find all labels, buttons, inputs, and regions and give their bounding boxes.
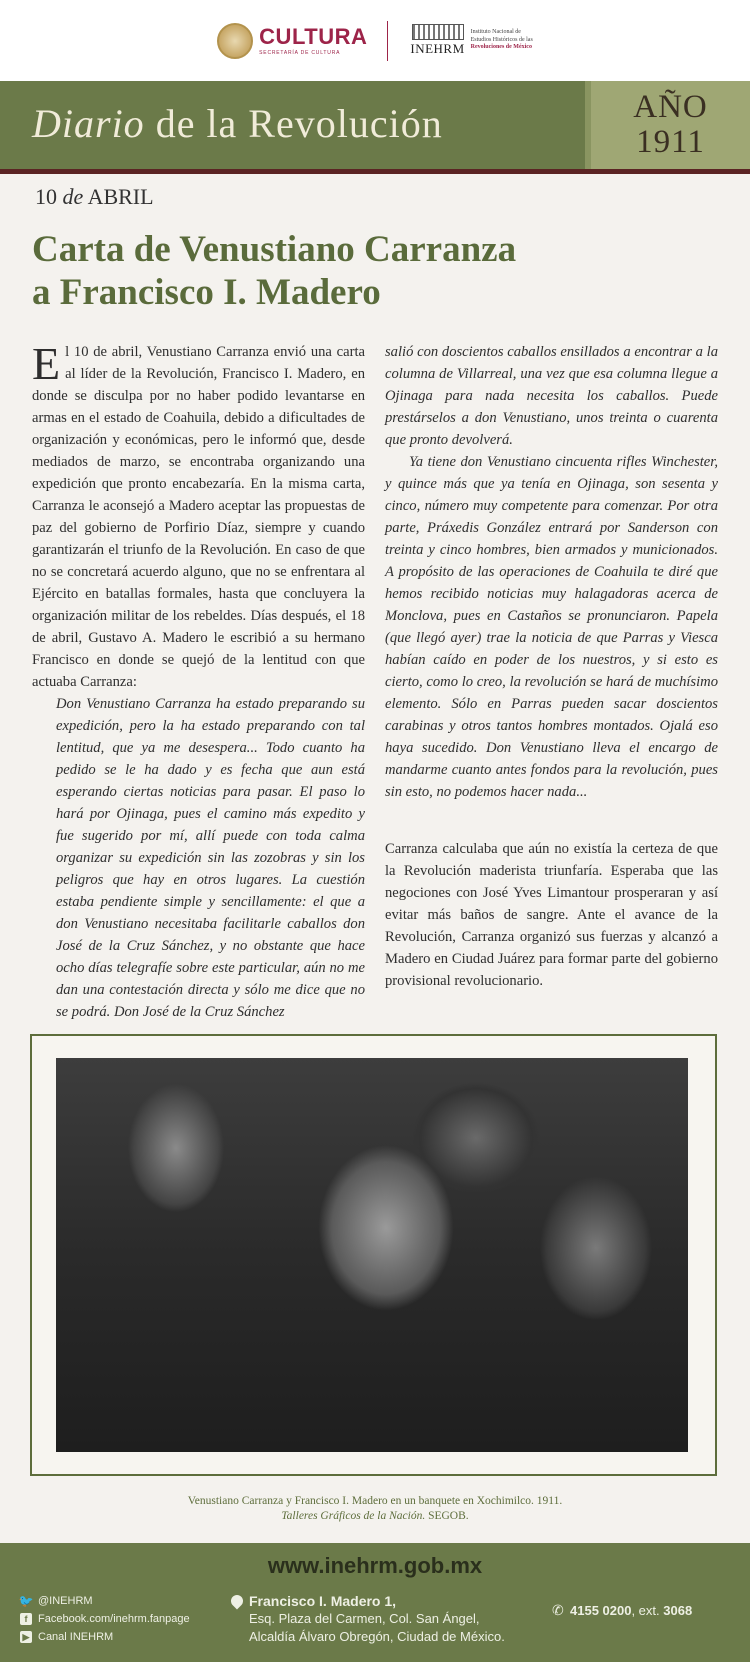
- historical-photo: [56, 1058, 688, 1452]
- logo-bar: [0, 0, 750, 81]
- headline-line1: Carta de Venustiano Carranza: [32, 229, 517, 270]
- quote-block-3: Ya tiene don Venustiano cincuenta rifles Winchester, y quince más que ya tenía en Ojinaga, son sesenta y cinco, número muy competente para comenzar. Por otra parte, Práxedis González entrará por Sanderson con treinta y cinco hombres, bien armados y municionados. A propósito de las operaciones de Coahuila te diré que hemos recibido noticias muy halagadoras acerca de Monclova, pues en Castaños se pronunciaron. Papela (que llegó ayer) trae la noticia de que Parras y Viesca habían caído en poder de los nuestros, y si esto es cierto, como lo creo, la revolución se hará de muchísimo elemento. Sólo en Parras pueden sacar doscientos carabinas y otros tantos hombres montados. Ojalá eso haya sucedido. Don Venustiano lleva el encargo de mandarme cuanto antes fondos para la revolución, pues sin esto, no podemos hacer nada...: [385, 454, 718, 800]
- address-line3: Alcaldía Álvaro Obregón, Ciudad de México.: [249, 1629, 505, 1644]
- date-day: 10: [35, 184, 57, 209]
- youtube-channel: Canal INEHRM: [38, 1631, 114, 1643]
- logo-divider: [387, 21, 388, 61]
- phone-number: 4155 0200: [570, 1603, 632, 1618]
- year-tab: [585, 81, 750, 169]
- phone-icon: ✆: [552, 1602, 564, 1618]
- address-street: Francisco I. Madero 1,: [249, 1593, 397, 1609]
- youtube-link[interactable]: [20, 1628, 190, 1646]
- building-icon: [412, 24, 464, 40]
- inehrm-fullname: [471, 29, 533, 52]
- date-de: de: [62, 184, 84, 209]
- year-label: AÑO: [633, 89, 708, 126]
- drop-cap: E: [32, 338, 61, 389]
- twitter-handle: @INEHRM: [38, 1595, 93, 1607]
- caption-line1: Venustiano Carranza y Francisco I. Madero en un banquete en Xochimilco. 1911.: [187, 1495, 563, 1507]
- caption-source-agency: SEGOB.: [425, 1510, 469, 1522]
- cultura-logo: [217, 23, 367, 59]
- series-title-italic: Diario: [32, 101, 145, 146]
- inehrm-line2: Estudios Históricos de las: [470, 36, 533, 43]
- article-paragraph-1: [32, 338, 365, 693]
- website-link[interactable]: www.inehrm.gob.mx: [267, 1553, 483, 1578]
- article-column-right: [385, 341, 718, 803]
- inehrm-logo: [410, 24, 532, 57]
- series-title-rest: de la Revolución: [144, 101, 443, 146]
- inehrm-line1: Instituto Nacional de: [470, 28, 521, 35]
- address-line2: Esq. Plaza del Carmen, Col. San Ángel,: [249, 1611, 480, 1626]
- paragraph-1-text: l 10 de abril, Venustiano Carranza envió una carta al líder de la Revolución, Francisco I. Madero, en donde se disculpa por no haber podido levantarse en armas en el estado de Coahuila, debido a dificultades de organización y económicas, pero le informó que, desde mediados de marzo, se encontraba organizando una expedición que pronto encabezaría. En la misma carta, Carranza le aconsejó a Madero aceptar las propuestas de paz del gobierno de Porfirio Díaz, siempre y cuando garantizarán el triunfo de la Revolución. En caso de que no se concretará acuerdo alguno, que no se enfrentara al Ejército en batallas formales, hasta que concluyera la organización militar de los rebeldes. Días después, el 18 de abril, Gustavo A. Madero le escribió a su hermano Francisco en donde se quejó de la lentitud con que actuaba Carranza:: [32, 344, 365, 690]
- year-value: 1911: [636, 124, 705, 160]
- inehrm-wordmark: INEHRM: [410, 41, 465, 56]
- series-title: [32, 100, 443, 147]
- phone-ext-number: 3068: [663, 1603, 693, 1618]
- headline-line2: a Francisco I. Madero: [32, 272, 381, 313]
- phone-ext-label: , ext.: [631, 1603, 664, 1618]
- facebook-icon: f: [20, 1613, 32, 1625]
- article-paragraph-2: Carranza calculaba que aún no existía la certeza de que la Revolución maderista triunfaría. Esperaba que las negociones con José Yves Limantour prosperaran y así evitar más baños de sangre. Ante el avance de la Revolución, Carranza organizó sus fuerzas y alcanzó a Madero en Ciudad Juárez para formar parte del gobierno provisional revolucionario.: [385, 841, 718, 989]
- cultura-subtitle: SECRETARÍA DE CULTURA: [259, 49, 341, 56]
- social-links: [20, 1592, 190, 1646]
- article-column-left: [32, 338, 365, 1023]
- twitter-link[interactable]: [20, 1592, 190, 1610]
- cultura-wordmark: CULTURA: [259, 23, 368, 49]
- twitter-icon: 🐦: [18, 1594, 34, 1608]
- date-month: ABRIL: [87, 184, 154, 209]
- quote-block-2: salió con doscientos caballos ensillados a encontrar a la columna de Villarreal, una vez que esa columna llegue a Ojinaga para nada necesita los caballos. Puede prestárselos a don Venustiano, unos treinta o cuarenta que pronto devolverá.: [385, 344, 718, 448]
- eagle-seal-icon: [217, 23, 253, 59]
- phone-block: [552, 1602, 693, 1618]
- banner-divider: [0, 169, 750, 174]
- address-block: [249, 1592, 505, 1646]
- facebook-url: Facebook.com/inehrm.fanpage: [38, 1613, 190, 1625]
- photo-caption: [0, 1494, 750, 1524]
- youtube-icon: ▶: [20, 1631, 32, 1643]
- caption-source: Talleres Gráficos de la Nación.: [281, 1510, 426, 1522]
- article-headline: [32, 228, 632, 314]
- facebook-link[interactable]: [20, 1610, 190, 1628]
- article-date: [35, 184, 154, 210]
- quote-block-1: Don Venustiano Carranza ha estado preparando su expedición, pero la ha estado preparando con tal lentitud, que ya me desespera... Todo cuanto ha pedido se le ha dado y es fecha que aun está esperando ciertas noticias para pasar. El paso lo hará por Ojinaga, pues el camino más expedito y fue sugerido por mí, allí puede con toda calma organizar su expedición sin las zozobras y sin los peligros que hay en otros lugares. La cuestión estaba pendiente simple y sencillamente: el que a don Venustiano necesitaba facilitarle caballos don José de la Cruz Sánchez, y no obstante que hace ocho días telegrafíe sobre este particular, aún no me dan una contestación directa y sólo me dice que no se podrá. Don José de la Cruz Sánchez: [56, 696, 365, 1020]
- inehrm-line3: Revoluciones de México: [470, 44, 532, 51]
